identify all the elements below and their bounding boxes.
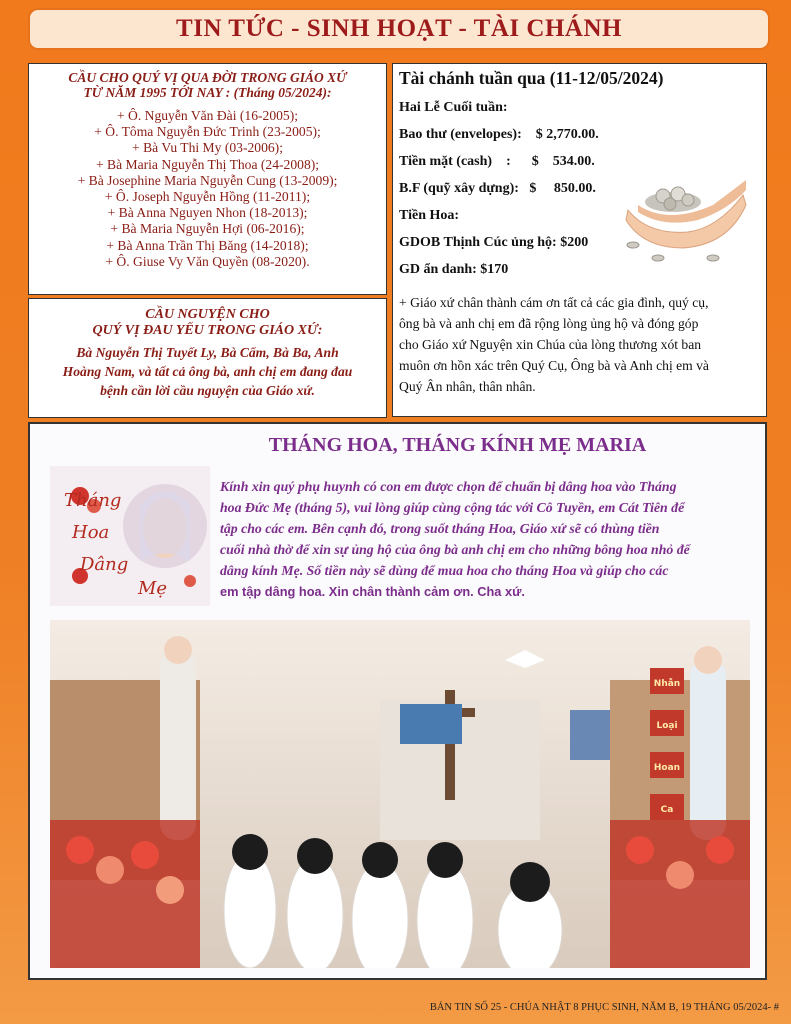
banner-word: Hoan [653,763,681,773]
footer-text: BẢN TIN SỐ 25 - CHÚA NHẬT 8 PHỤC SINH, NĂM B, 19 THÁNG 05/2024- # [429,1002,779,1013]
church-photo [50,620,750,968]
svg-text:Dâng: Dâng [80,554,129,575]
banner-word: Loại [656,721,678,731]
thank-you-note [399,292,760,397]
body-line: em tập dâng hoa. Xin chân thành cảm ơn. Cha xứ. [220,584,525,599]
envelopes-label: Bao thư (envelopes): [399,127,522,142]
thang-hoa-logo [50,466,210,606]
note-line: Quý Ân nhân, thân nhân. [399,379,536,394]
bf-amount: $ 850.00. [529,181,596,196]
prayer-body-line: Bà Nguyễn Thị Tuyết Ly, Bà Cẩm, Bà Ba, Anh [76,345,339,360]
memorial-heading-line: TỪ NĂM 1995 TỚI NAY : (Tháng 05/2024): [83,85,332,100]
body-line: Kính xin quý phụ huynh có con em được chọn để chuẩn bị dâng hoa vào Tháng [220,479,677,494]
thang-hoa-title: THÁNG HOA, THÁNG KÍNH MẸ MARIA [268,434,647,456]
envelopes-amount: $ 2,770.00. [535,127,599,142]
note-line: ông bà và anh chị em đã rộng lòng ủng hộ và đóng góp [399,316,699,331]
cash-label: Tiền mặt (cash) : [399,154,511,169]
thang-hoa-body [220,476,758,602]
prayer-box [28,298,387,418]
weekend-label: Hai Lễ Cuối tuần: [399,100,508,115]
memorial-name: + Ô. Tôma Nguyễn Đức Trinh (23-2005); [94,124,321,140]
body-line: tập cho các em. Bên cạnh đó, trong suốt tháng Hoa, Giáo xứ sẽ có thùng tiền [220,521,660,536]
memorial-heading [37,70,378,100]
banner-word: Ca [660,805,674,815]
memorial-name: + Bà Maria Nguyễn Thị Thoa (24-2008); [95,156,320,172]
memorial-name: + Ô. Giuse Vy Văn Quyền (08-2020). [105,253,310,269]
prayer-title-line: CẦU NGUYỆN CHO [145,307,270,322]
section-header [28,8,770,50]
memorial-name: + Bà Anna Trần Thị Băng (14-2018); [106,237,309,253]
gdob-line: GDOB Thịnh Cúc ủng hộ: $200 [399,235,589,250]
note-line: + Giáo xứ chân thành cám ơn tất cả các gia đình, quý cụ, [399,295,709,310]
prayer-title-line: QUÝ VỊ ĐAU YẾU TRONG GIÁO XỨ: [92,323,323,338]
logo-text: Tháng [64,490,122,511]
prayer-body-line: Hoàng Nam, và tất cả ông bà, anh chị em đang đau [62,364,353,379]
memorial-name: + Bà Maria Nguyễn Hợi (06-2016); [110,221,305,237]
memorial-box [28,63,387,295]
memorial-name: + Bà Vu Thi My (03-2006); [132,140,283,156]
section-title: TIN TỨC - SINH HOẠT - TÀI CHÁNH [176,15,622,42]
cash-amount: $ 534.00. [531,154,595,169]
thang-hoa-box [28,422,767,980]
note-line: muôn ơn hồn xác trên Quý Cụ, Ông bà và Anh chị em và [399,358,709,373]
body-line: hoa Đức Mẹ (tháng 5), vui lòng giúp cùng cộng tác với Cô Tuyền, em Cát Tiên để [220,500,685,515]
finance-box [392,63,767,417]
anonymous-line: GD ẩn danh: $170 [399,262,509,277]
svg-text:Mẹ: Mẹ [138,578,168,599]
flowers-label: Tiền Hoa: [399,208,460,223]
prayer-body-line: bệnh cần lời cầu nguyện của Giáo xứ. [100,383,315,398]
memorial-name: + Bà Anna Nguyen Nhon (18-2013); [107,205,308,221]
banner-word: Nhẫn [653,679,681,689]
note-line: cho Giáo xứ Nguyện xin Chúa của lòng thương xót ban [399,337,702,352]
body-line: dâng kính Mẹ. Số tiền này sẽ dùng để mua hoa cho tháng Hoa và giúp cho các [220,563,669,578]
memorial-name: + Ô. Nguyễn Văn Đài (16-2005); [116,108,299,123]
envelopes-row [399,127,760,143]
hands-with-coins-image [618,150,748,270]
prayer-body [39,343,376,400]
svg-text:Hoa: Hoa [72,522,110,543]
memorial-name: + Ô. Joseph Nguyễn Hồng (11-2011); [104,189,311,205]
memorial-heading-line: CẦU CHO QUÝ VỊ QUA ĐỜI TRONG GIÁO XỨ [68,70,347,85]
memorial-name: + Bà Josephine Maria Nguyễn Cung (13-2009); [77,172,338,188]
bf-label: B.F (quỹ xây dựng): [399,181,519,196]
finance-title: Tài chánh tuần qua (11-12/05/2024) [399,68,664,88]
memorial-list [37,108,378,270]
body-line: cuối nhà thờ để xin sự ủng hộ của ông bà anh chị em cho những bông hoa nhỏ để [220,542,690,557]
prayer-title [39,307,376,339]
